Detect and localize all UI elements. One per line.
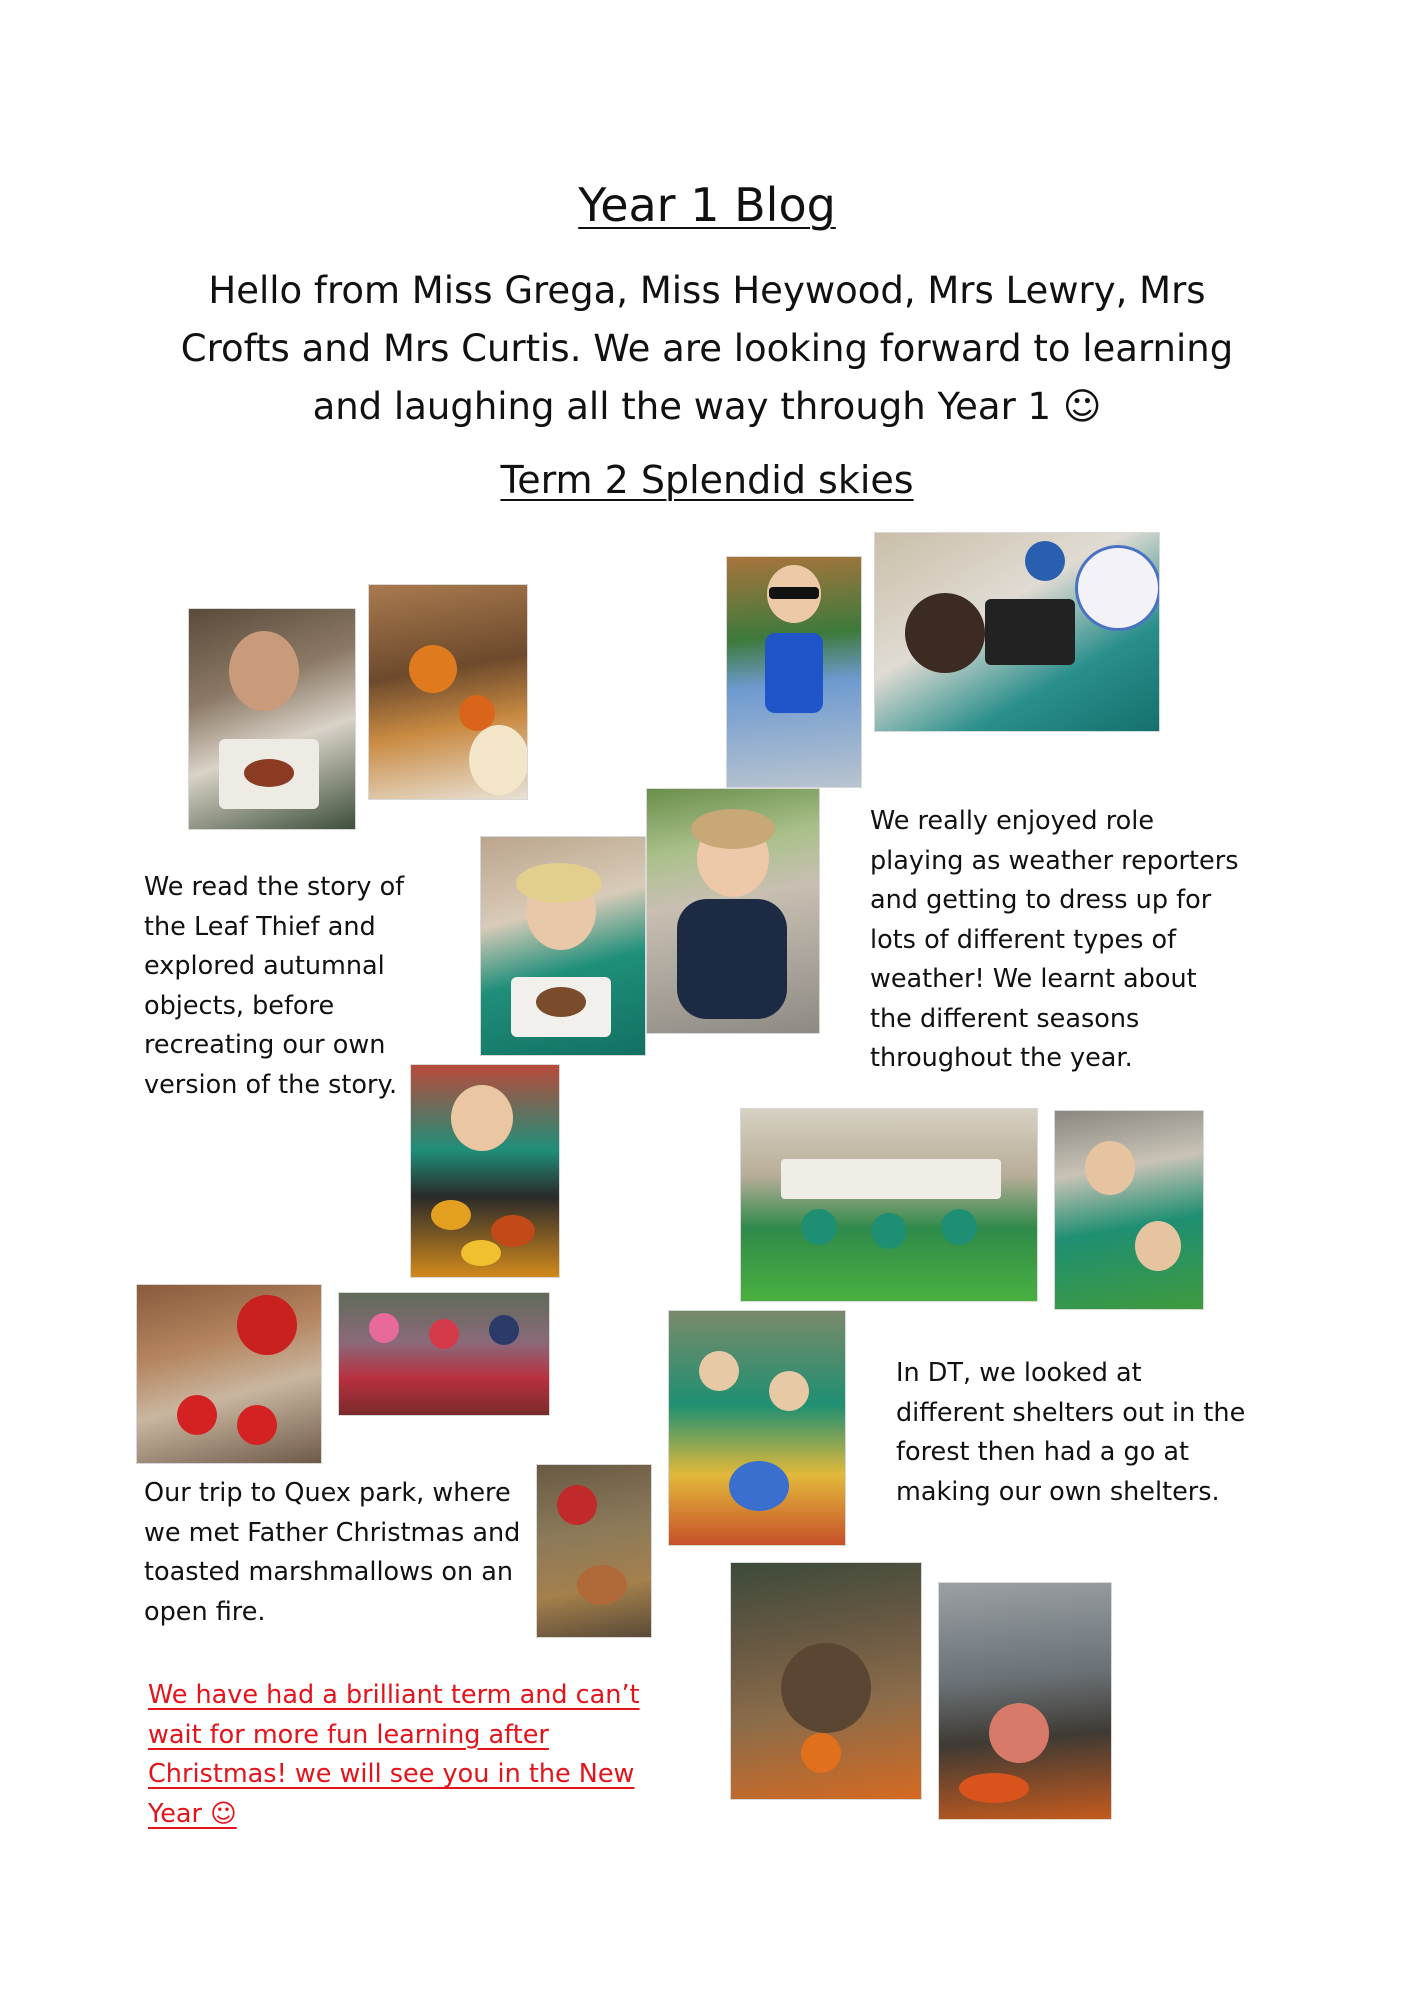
photo-child-in-swimsuit-sunglasses: [726, 556, 862, 788]
photo-stick-shelter-forest: [730, 1562, 922, 1800]
caption-leaf-thief: [144, 868, 404, 1105]
caption-quex-park: [144, 1474, 520, 1632]
caption-line: different shelters out in the: [896, 1397, 1246, 1428]
caption-line: lots of different types of: [870, 924, 1177, 955]
caption-line: making our own shelters.: [896, 1476, 1220, 1507]
photo-children-in-santa-hats: [338, 1292, 550, 1416]
caption-line: open fire.: [144, 1596, 266, 1627]
photo-tarp-shelter: [938, 1582, 1112, 1820]
caption-line: the Leaf Thief and: [144, 911, 376, 942]
caption-line: playing as weather reporters: [870, 845, 1239, 876]
intro-line: and laughing all the way through Year 1 ☺: [312, 385, 1102, 428]
term-heading: Term 2 Splendid skies: [500, 458, 914, 502]
photo-toasting-marshmallows: [536, 1464, 652, 1638]
photo-child-in-raincoat: [646, 788, 820, 1034]
intro-line: Crofts and Mrs Curtis. We are looking forward to learning: [180, 327, 1234, 370]
caption-line: Our trip to Quex park, where: [144, 1478, 511, 1508]
photo-children-building-shelter: [1054, 1110, 1204, 1310]
caption-line: recreating our own: [144, 1030, 386, 1060]
photo-father-christmas-visit: [136, 1284, 322, 1464]
caption-line: throughout the year.: [870, 1043, 1133, 1073]
closing-line: wait for more fun learning after: [148, 1719, 549, 1750]
photo-weather-report-tv: [874, 532, 1160, 732]
caption-line: We really enjoyed role: [870, 806, 1155, 836]
photo-den-building-class: [740, 1108, 1038, 1302]
caption-weather-reporters: [870, 802, 1239, 1079]
photo-shelter-frame-from-above: [668, 1310, 846, 1546]
caption-line: In DT, we looked at: [896, 1358, 1142, 1388]
caption-line: version of the story.: [144, 1069, 398, 1100]
photo-child-with-leaf-story: [480, 836, 646, 1056]
caption-line: the different seasons: [870, 1003, 1140, 1034]
caption-dt-shelters: [896, 1354, 1245, 1512]
caption-line: objects, before: [144, 990, 335, 1021]
closing-line: We have had a brilliant term and can’t: [148, 1680, 640, 1710]
caption-line: we met Father Christmas and: [144, 1517, 521, 1548]
caption-line: forest then had a go at: [896, 1437, 1190, 1467]
caption-line: and getting to dress up for: [870, 885, 1212, 915]
photo-child-holding-leaf-picture: [188, 608, 356, 830]
caption-line: weather! We learnt about: [870, 964, 1197, 994]
caption-line: toasted marshmallows on an: [144, 1557, 514, 1587]
intro-line: Hello from Miss Grega, Miss Heywood, Mrs Lewry, Mrs: [208, 269, 1206, 312]
blog-title: Year 1 Blog: [578, 178, 836, 232]
closing-message: [148, 1676, 640, 1834]
closing-line: Year ☺: [148, 1798, 237, 1829]
caption-line: explored autumnal: [144, 951, 385, 981]
caption-line: We read the story of: [144, 872, 405, 902]
closing-line: Christmas! we will see you in the New: [148, 1759, 635, 1789]
photo-autumn-table: [368, 584, 528, 800]
intro-paragraph: [150, 262, 1264, 436]
photo-child-with-leaves: [410, 1064, 560, 1278]
